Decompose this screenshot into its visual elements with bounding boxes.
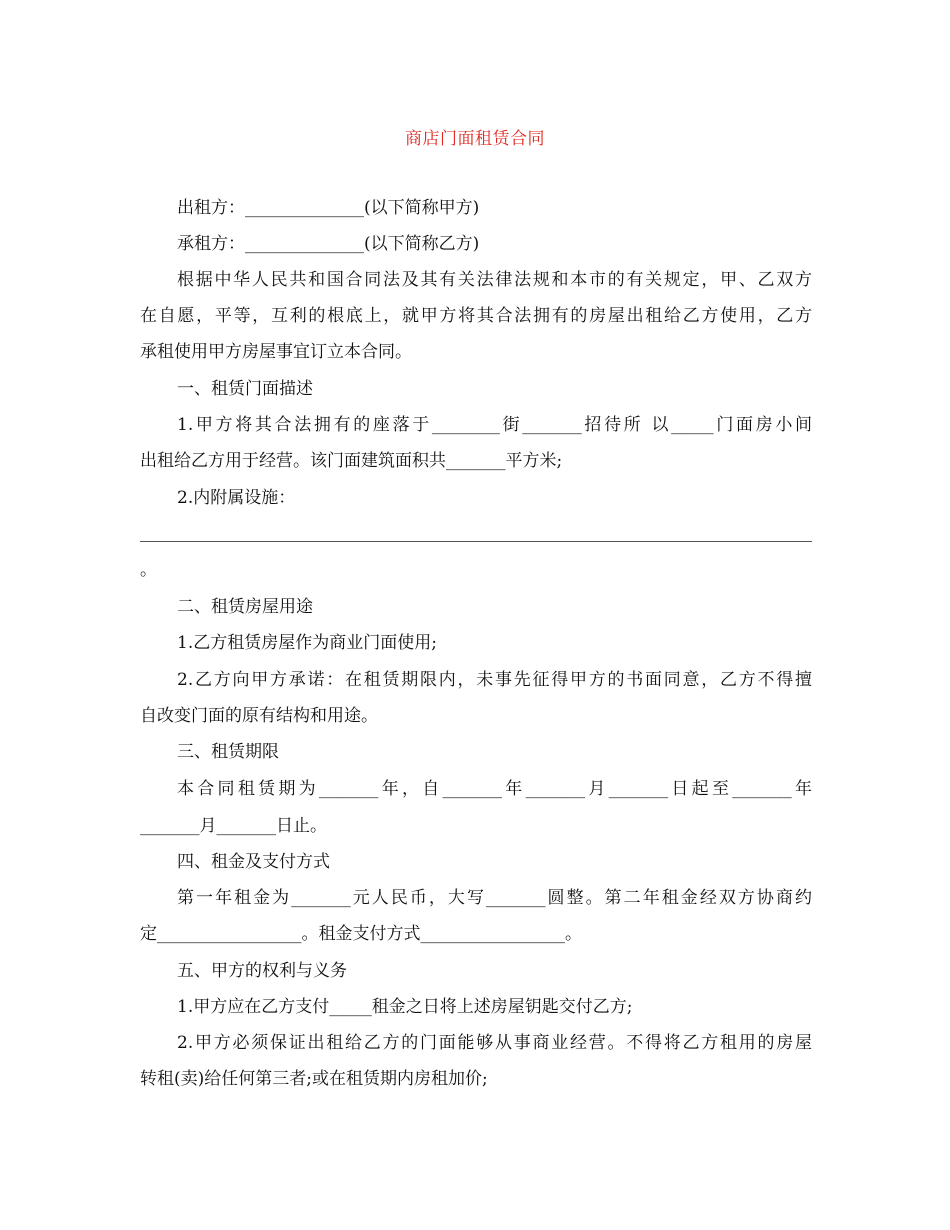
preamble-line-2: 在自愿，平等，互利的根底上，就甲方将其合法拥有的房屋出租给乙方使用，乙方 [140,306,812,326]
term-line-1: 本合同租赁期为_______年，自_______年_______月_______日起至_______年 [177,779,812,799]
section-4-heading: 四、租金及支付方式 [177,852,330,872]
clause-5-2-line-1: 2.甲方必须保证出租给乙方的门面能够从事商业经营。不得将乙方租用的房屋 [177,1033,812,1053]
clause-2-2-line-1: 2.乙方向甲方承诺：在租赁期限内，未事先征得甲方的书面同意，乙方不得擅 [177,670,812,690]
section-1-heading: 一、租赁门面描述 [177,379,313,399]
rent-line-2: 定_________________。租金支付方式_________________。 [140,924,582,944]
clause-2-1: 1.乙方租赁房屋作为商业门面使用; [177,633,437,653]
section-3-heading: 三、租赁期限 [177,742,279,762]
lessor-line: 出租方：______________(以下简称甲方) [177,198,480,218]
term-line-2: _______月_______日止。 [140,816,327,836]
clause-1-1-line-1: 1.甲方将其合法拥有的座落于________街_______招待所 以_____门面房小间 [177,415,812,435]
clause-1-2: 2.内附属设施： [177,488,296,508]
rent-line-1: 第一年租金为_______元人民币，大写_______圆整。第二年租金经双方协商约 [177,888,812,908]
fill-in-rule [140,541,812,542]
clause-1-1-line-2: 出租给乙方用于经营。该门面建筑面积共_______平方米; [140,451,563,471]
section-2-heading: 二、租赁房屋用途 [177,597,313,617]
clause-5-2-line-2: 转租(卖)给任何第三者;或在租赁期内房租加价; [140,1069,488,1089]
clause-5-1: 1.甲方应在乙方支付_____租金之日将上述房屋钥匙交付乙方; [177,997,633,1017]
clause-1-2-end: 。 [140,560,157,580]
lessee-line: 承租方：______________(以下简称乙方) [177,234,480,254]
document-title: 商店门面租赁合同 [405,129,545,149]
section-5-heading: 五、甲方的权利与义务 [177,961,347,981]
clause-2-2-line-2: 自改变门面的原有结构和用途。 [140,706,378,726]
preamble-line-1: 根据中华人民共和国合同法及其有关法律法规和本市的有关规定，甲、乙双方 [177,270,812,290]
preamble-line-3: 承租使用甲方房屋事宜订立本合同。 [140,342,412,362]
